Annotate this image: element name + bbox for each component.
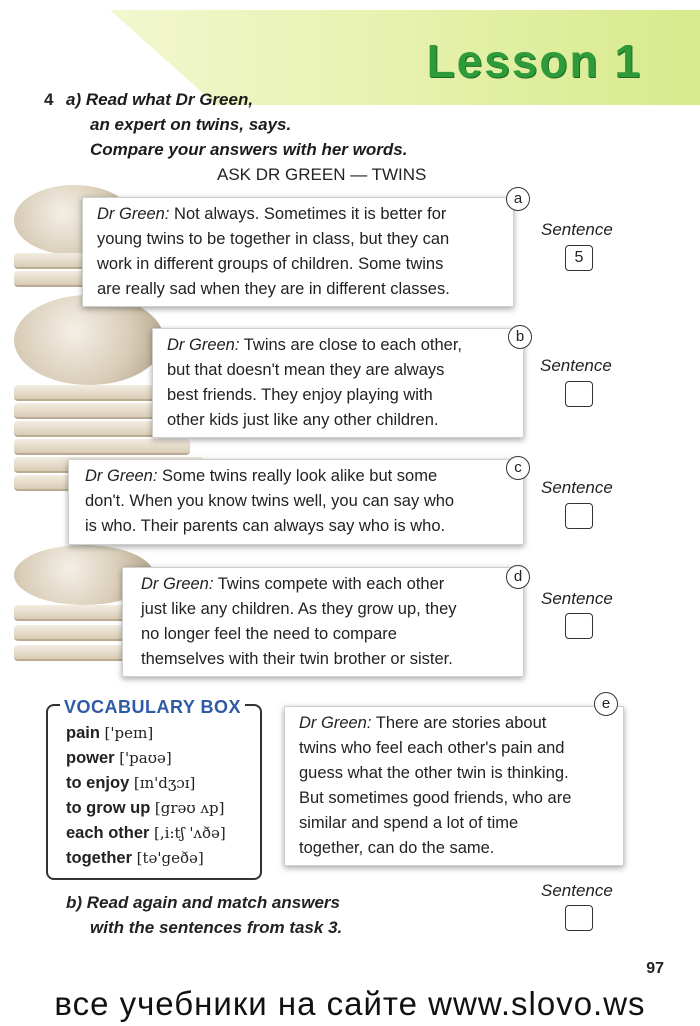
footer-site-text: все учебники на сайте www.slovo.ws bbox=[54, 985, 646, 1022]
card-letter-a: a bbox=[506, 187, 530, 211]
card-line: themselves with their twin brother or sister. bbox=[141, 650, 453, 668]
vocabulary-item bbox=[66, 774, 195, 793]
answer-box-a[interactable]: 5 bbox=[565, 245, 593, 271]
answer-card-d bbox=[122, 567, 524, 677]
section-title: ASK DR GREEN — TWINS bbox=[217, 165, 427, 184]
vocab-transcription: [,i:tʃ 'ʌðə] bbox=[154, 824, 226, 842]
vocabulary-item bbox=[66, 749, 172, 768]
sentence-label: Sentence bbox=[541, 589, 613, 608]
card-line: just like any children. As they grow up, they bbox=[141, 600, 457, 618]
speaker-label: Dr Green: bbox=[167, 336, 240, 354]
task-instruction-line: an expert on twins, says. bbox=[90, 115, 292, 134]
task-number: 4 bbox=[44, 90, 54, 109]
sentence-label: Sentence bbox=[541, 478, 613, 497]
answer-box-e[interactable] bbox=[565, 905, 593, 931]
vocab-word: power bbox=[66, 749, 115, 767]
card-line: Not always. Sometimes it is better for bbox=[174, 205, 447, 223]
vocabulary-item bbox=[66, 799, 224, 818]
vocab-transcription: [tə'geðə] bbox=[136, 849, 204, 867]
card-letter-b: b bbox=[508, 325, 532, 349]
card-letter-d: d bbox=[506, 565, 530, 589]
answer-box-c[interactable] bbox=[565, 503, 593, 529]
answer-box-b[interactable] bbox=[565, 381, 593, 407]
card-line: but that doesn't mean they are always bbox=[167, 361, 445, 379]
vocab-word: together bbox=[66, 849, 132, 867]
speaker-label: Dr Green: bbox=[299, 714, 372, 732]
answer-card-b bbox=[152, 328, 524, 438]
card-line: guess what the other twin is thinking. bbox=[299, 764, 569, 782]
answer-card-c bbox=[68, 459, 524, 545]
card-line: no longer feel the need to compare bbox=[141, 625, 397, 643]
speaker-label: Dr Green: bbox=[97, 205, 170, 223]
card-line: work in different groups of children. Some twins bbox=[97, 255, 444, 273]
sentence-label: Sentence bbox=[541, 220, 613, 239]
card-line: Twins are close to each other, bbox=[243, 336, 463, 354]
card-letter-e: e bbox=[594, 692, 618, 716]
card-letter-c: c bbox=[506, 456, 530, 480]
vocab-transcription: [ɪn'dʒɔɪ] bbox=[133, 774, 196, 792]
card-line: other kids just like any other children. bbox=[167, 411, 439, 429]
card-line: twins who feel each other's pain and bbox=[299, 739, 565, 757]
speaker-label: Dr Green: bbox=[85, 467, 158, 485]
vocab-word: to grow up bbox=[66, 799, 151, 817]
sentence-label: Sentence bbox=[540, 356, 612, 375]
card-line: Twins compete with each other bbox=[217, 575, 445, 593]
page-number: 97 bbox=[646, 960, 664, 977]
vocab-word: pain bbox=[66, 724, 100, 742]
vocab-transcription: ['peɪn] bbox=[104, 724, 154, 742]
card-line: best friends. They enjoy playing with bbox=[167, 386, 433, 404]
vocabulary-box-title: VOCABULARY BOX bbox=[60, 697, 245, 718]
card-line: together, can do the same. bbox=[299, 839, 495, 857]
card-line: Some twins really look alike but some bbox=[162, 467, 438, 485]
task-instruction-line: Compare your answers with her words. bbox=[90, 140, 408, 159]
card-line: similar and spend a lot of time bbox=[299, 814, 519, 832]
vocab-transcription: [grəʊ ʌp] bbox=[154, 799, 225, 817]
task-instruction-line: a) Read what Dr Green, bbox=[66, 90, 254, 109]
vocab-word: each other bbox=[66, 824, 150, 842]
vocab-word: to enjoy bbox=[66, 774, 130, 792]
vocabulary-item bbox=[66, 849, 204, 868]
task-part-b-line: with the sentences from task 3. bbox=[90, 918, 343, 937]
card-line: is who. Their parents can always say who is who. bbox=[85, 517, 446, 535]
card-line: young twins to be together in class, but they can bbox=[97, 230, 450, 248]
sentence-label: Sentence bbox=[541, 881, 613, 900]
card-line: But sometimes good friends, who are bbox=[299, 789, 572, 807]
speaker-label: Dr Green: bbox=[141, 575, 214, 593]
answer-card-e bbox=[284, 706, 624, 866]
card-line: don't. When you know twins well, you can say who bbox=[85, 492, 455, 510]
lesson-title: Lesson 1 bbox=[426, 35, 642, 87]
vocabulary-item bbox=[66, 824, 226, 843]
answer-box-d[interactable] bbox=[565, 613, 593, 639]
task-part-b-line: b) Read again and match answers bbox=[66, 893, 340, 912]
card-line: are really sad when they are in different classes. bbox=[97, 280, 450, 298]
vocab-transcription: ['paʊə] bbox=[119, 749, 172, 767]
card-line: There are stories about bbox=[375, 714, 547, 732]
answer-card-a bbox=[82, 197, 514, 307]
vocabulary-item bbox=[66, 724, 153, 743]
